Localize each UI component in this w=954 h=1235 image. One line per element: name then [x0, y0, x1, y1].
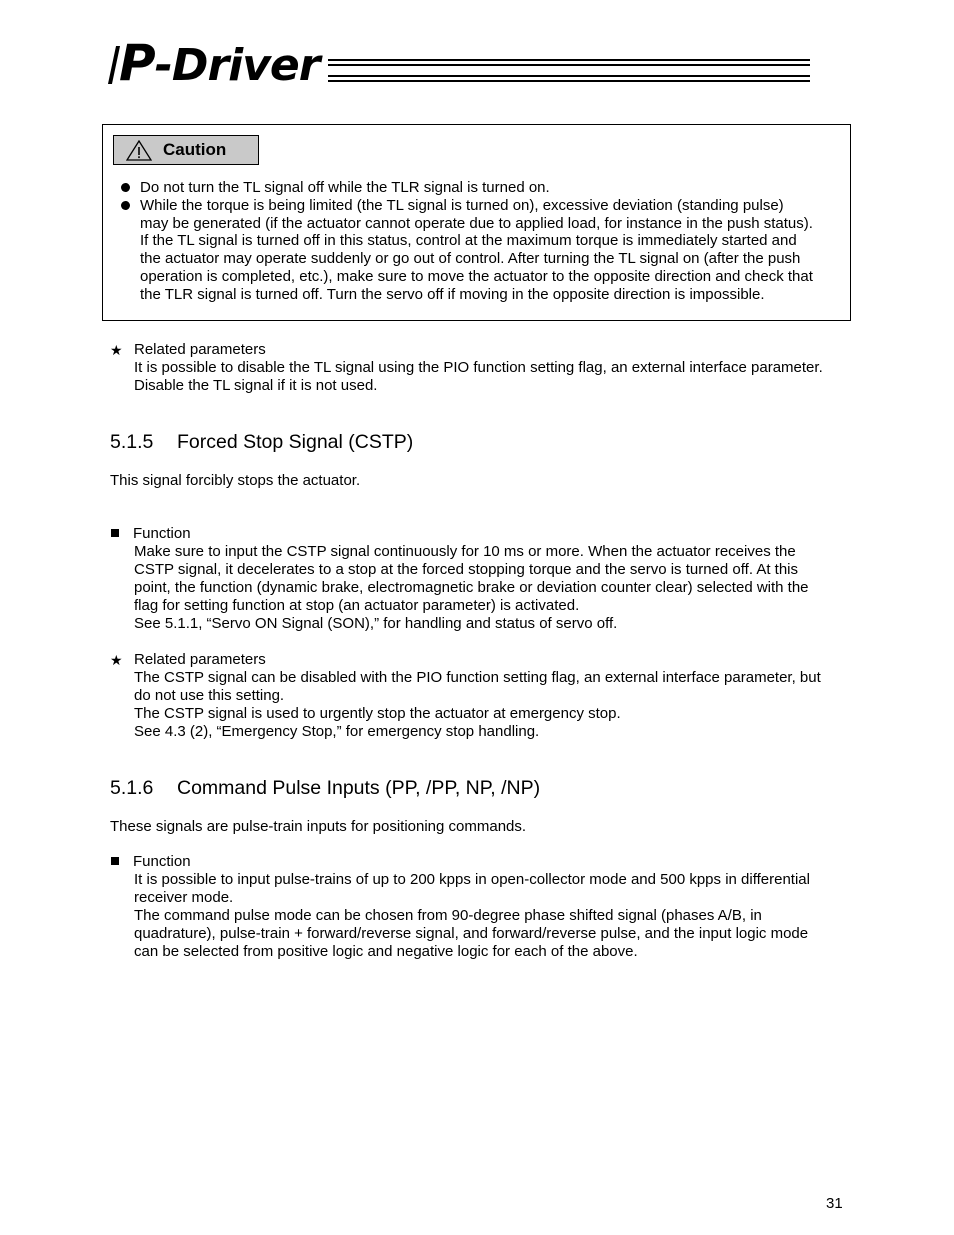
- header-rule-lower: [328, 75, 810, 77]
- related-line: The CSTP signal is used to urgently stop the actuator at emergency stop.: [134, 705, 621, 722]
- caution-line: may be generated (if the actuator cannot operate due to applied load, for instance in the push status).: [140, 215, 813, 232]
- function-line: It is possible to input pulse-trains of up to 200 kpps in open-collector mode and 500 kpps in differential: [134, 871, 810, 888]
- section-title: Forced Stop Signal (CSTP): [177, 431, 414, 453]
- product-logo: [112, 34, 320, 92]
- filled-circle-bullet-icon: [121, 183, 130, 192]
- related-line: Disable the TL signal if it is not used.: [134, 377, 378, 394]
- star-icon: ★: [110, 652, 123, 668]
- related-line: do not use this setting.: [134, 687, 285, 704]
- function-title: Function: [133, 853, 191, 870]
- function-line: quadrature), pulse-train + forward/reverse signal, and forward/reverse pulse, and the input logic mode: [134, 925, 809, 942]
- caution-line: the actuator may operate suddenly or go out of control. After turning the TL signal on (after the push: [140, 250, 801, 267]
- header-rule-bottom: [328, 80, 810, 82]
- caution-title: Caution: [163, 140, 227, 159]
- related-line: The CSTP signal can be disabled with the PIO function setting flag, an external interface parameter, but: [134, 669, 821, 686]
- function-line: CSTP signal, it decelerates to a stop at the forced stopping torque and the servo is turned off. At this: [134, 561, 799, 578]
- filled-circle-bullet-icon: [121, 201, 130, 210]
- section-number: 5.1.5: [110, 431, 154, 453]
- caution-line: Do not turn the TL signal off while the TLR signal is turned on.: [140, 179, 550, 196]
- filled-square-bullet-icon: [111, 857, 119, 865]
- function-line: Make sure to input the CSTP signal continuously for 10 ms or more. When the actuator receives the: [134, 543, 796, 560]
- function-line: point, the function (dynamic brake, electromagnetic brake or deviation counter clear) selected with the: [134, 579, 809, 596]
- related-title: Related parameters: [134, 651, 266, 668]
- page-number: 31: [826, 1195, 843, 1212]
- function-title: Function: [133, 525, 191, 542]
- function-line: can be selected from positive logic and negative logic for each of the above.: [134, 943, 638, 960]
- caution-line: If the TL signal is turned off in this status, control at the maximum torque is immediately started and: [140, 232, 797, 249]
- caution-line: the TLR signal is turned off. Turn the servo off if moving in the opposite direction is impossible.: [140, 286, 765, 303]
- function-line: receiver mode.: [134, 889, 234, 906]
- section-title: Command Pulse Inputs (PP, /PP, NP, /NP): [177, 777, 541, 799]
- header-rule-mid: [328, 64, 810, 66]
- caution-label: [113, 135, 259, 165]
- related-title: Related parameters: [134, 341, 266, 358]
- section-intro: These signals are pulse-train inputs for positioning commands.: [110, 818, 527, 835]
- logo-text: -Driver: [154, 40, 320, 91]
- filled-square-bullet-icon: [111, 529, 119, 537]
- function-line: The command pulse mode can be chosen from 90-degree phase shifted signal (phases A/B, in: [134, 907, 762, 924]
- function-line: See 5.1.1, “Servo ON Signal (SON),” for handling and status of servo off.: [134, 615, 618, 632]
- section-intro: This signal forcibly stops the actuator.: [110, 472, 361, 489]
- caution-line: operation is completed, etc.), make sure to move the actuator to the opposite direction and check that: [140, 268, 813, 285]
- related-line: It is possible to disable the TL signal using the PIO function setting flag, an external interface parameter.: [134, 359, 823, 376]
- related-line: See 4.3 (2), “Emergency Stop,” for emergency stop handling.: [134, 723, 540, 740]
- function-line: flag for setting function at stop (an actuator parameter) is activated.: [134, 597, 580, 614]
- star-icon: ★: [110, 342, 123, 358]
- header-rule-top: [328, 59, 810, 61]
- section-number: 5.1.6: [110, 777, 154, 799]
- warning-triangle-icon: [126, 140, 152, 161]
- caution-line: While the torque is being limited (the TL signal is turned on), excessive deviation (standing pulse): [140, 197, 784, 214]
- logo-letter: P: [119, 34, 155, 92]
